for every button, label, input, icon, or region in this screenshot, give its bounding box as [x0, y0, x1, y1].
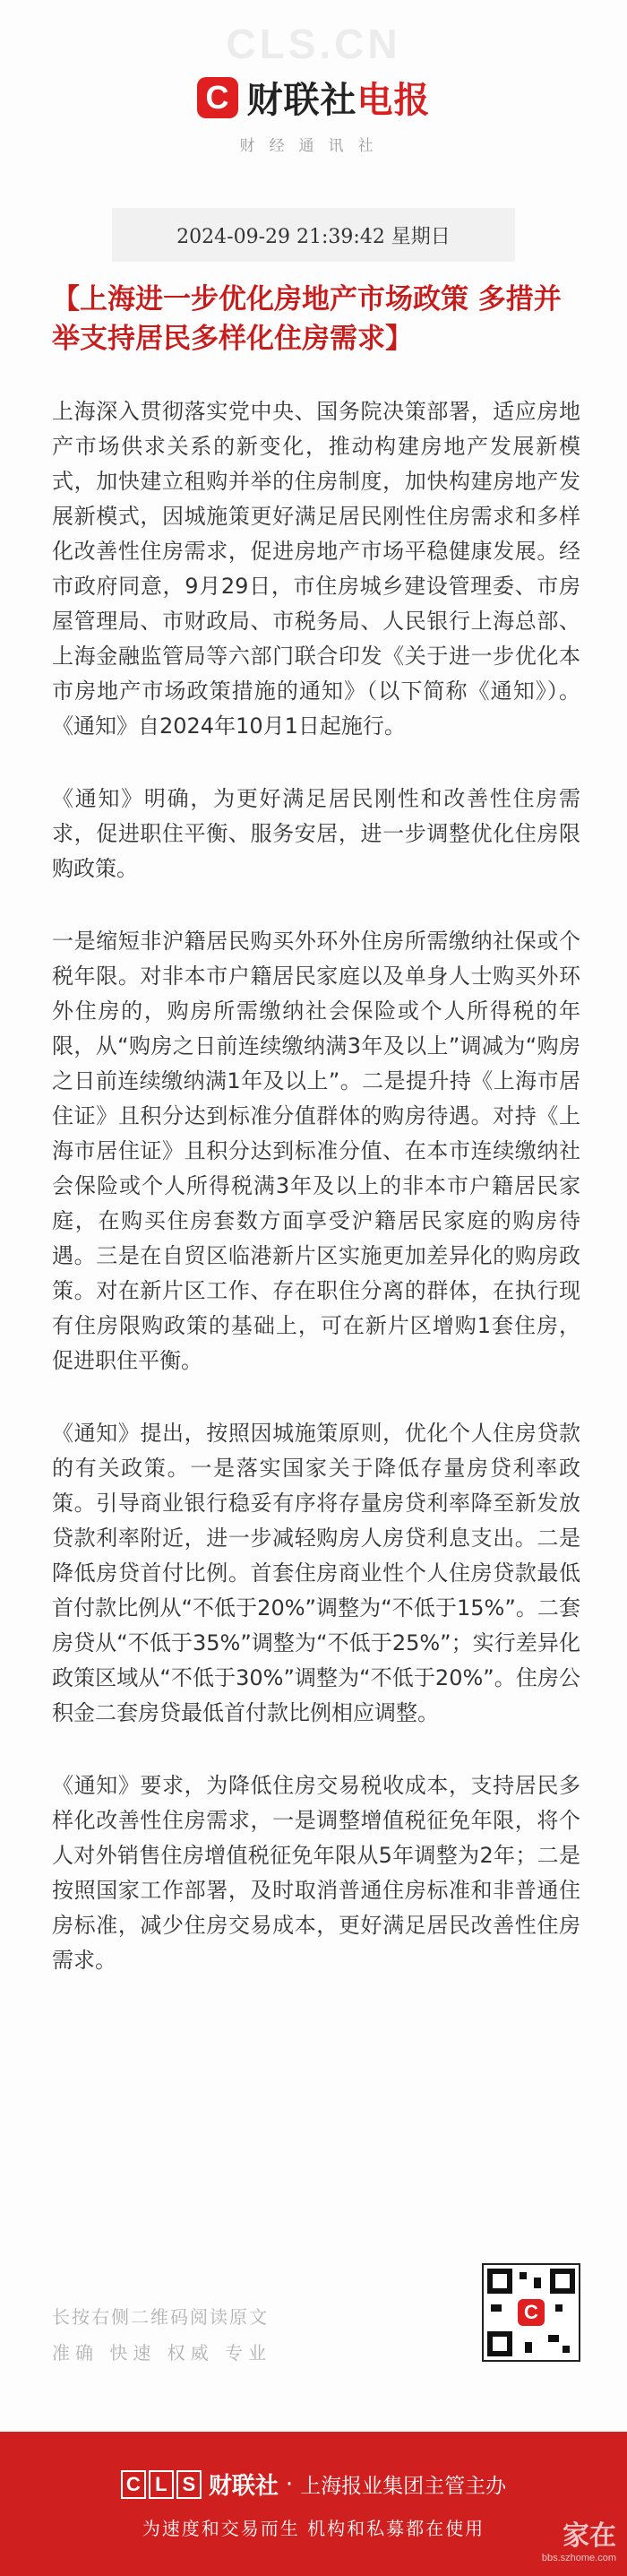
watermark-text: CLS.CN [226, 21, 401, 67]
qr-code-icon[interactable] [482, 2263, 580, 2362]
qr-corner [487, 2331, 512, 2356]
cls-letter: S [176, 2470, 202, 2499]
qr-dot [555, 2304, 563, 2312]
paragraph: 上海深入贯彻落实党中央、国务院决策部署，适应房地产市场供求关系的新变化，推动构建房地产发展新模式，加快建立租购并举的住房制度，加快构建房地产发展新模式，因城施策更好满足居民刚性住房需求和多样化改善性住房需求，促进房地产市场平稳健康发展。经市政府同意，9月29日，市住房城乡建设管理委、市房屋管理局、市财政局、市税务局、人民银行上海总部、上海金融监管局等六部门联合印发《关于进一步优化本市房地产市场政策措施的通知》（以下简称《通知》）。《通知》自2024年10月1日起施行。 [52, 399, 580, 739]
bottom-banner [0, 2432, 627, 2576]
paragraph: 《通知》要求，为降低住房交易税收成本，支持居民多样化改善性住房需求，一是调整增值税征免年限，将个人对外销售住房增值税征免年限从5年调整为2年；二是按照国家工作部署，及时取消普通住房标准和非普通住房标准，减少住房交易成本，更好满足居民改善性住房需求。 [52, 1773, 580, 1973]
site-watermark-url: bbs.szhome.com [541, 2553, 616, 2563]
brand-slogan: 准确 快速 权威 专业 [52, 2342, 272, 2364]
banner-brand: 财联社 [208, 2473, 279, 2500]
banner-separator: · [285, 2470, 294, 2498]
banner-title [0, 2468, 627, 2501]
paragraph: 《通知》提出，按照因城施策原则，优化个人住房贷款的有关政策。一是落实国家关于降低存量房贷利率政策。引导商业银行稳妥有序将存量房贷利率降至新发放贷款利率附近，进一步减轻购房人房贷利息支出。二是降低房贷首付比例。首套住房商业性个人住房贷款最低首付款比例从“不低于20%”调整为“不低于15%”。二套房贷从“不低于35%”调整为“不低于25%”；实行差异化政策区域从“不低于30%”调整为“不低于20%”。住房公积金二套房贷最低首付款比例相应调整。 [52, 1421, 580, 1725]
qr-dot [563, 2346, 570, 2353]
datetime-text: 2024-09-29 21:39:42 星期日 [176, 225, 451, 248]
site-watermark [542, 2513, 616, 2563]
article-body [52, 394, 580, 2016]
brand-name [247, 72, 431, 123]
site-watermark-title: 家在 [563, 2520, 616, 2552]
brand-header [0, 72, 627, 123]
qr-dot [520, 2272, 527, 2279]
qr-corner [550, 2269, 575, 2294]
qr-dot [534, 2278, 541, 2288]
cls-logo-icon: C [197, 77, 238, 118]
brand-name-accent: 电报 [356, 80, 431, 121]
qr-hint: 长按右侧二维码阅读原文 [52, 2306, 269, 2328]
banner-bureau: 上海报业集团主管主办 [300, 2475, 507, 2498]
paragraph: 一是缩短非沪籍居民购买外环外住房所需缴纳社保或个税年限。对非本市户籍居民家庭以及单身人士购买外环外住房的，购房所需缴纳社会保险或个人所得税的年限，从“购房之日前连续缴纳满3年及以上”调减为“购房之日前连续缴纳满1年及以上”。二是提升持《上海市居住证》且积分达到标准分值群体的购房待遇。对持《上海市居住证》且积分达到标准分值、在本市连续缴纳社会保险或个人所得税满3年及以上的非本市户籍居民家庭，在购买住房套数方面享受沪籍居民家庭的购房待遇。三是在自贸区临港新片区实施更加差异化的购房政策。对在新片区工作、存在职住分离的群体，在执行现有住房限购政策的基础上，可在新片区增购1套住房，促进职住平衡。 [52, 929, 580, 1373]
cls-letter: L [149, 2470, 174, 2499]
qr-logo-icon: C [518, 2299, 545, 2326]
banner-slogan: 为速度和交易而生 机构和私募都在使用 [142, 2518, 485, 2539]
qr-dot [525, 2342, 532, 2353]
brand-name-main: 财联社 [246, 80, 357, 121]
qr-corner [487, 2269, 512, 2294]
qr-dot [548, 2335, 559, 2342]
datetime-box [112, 208, 515, 262]
cls-letter: C [121, 2470, 146, 2499]
paragraph: 《通知》明确，为更好满足居民刚性和改善性住房需求，促进职住平衡、服务安居，进一步调整优化住房限购政策。 [52, 786, 580, 881]
cls-box-logo-icon [121, 2470, 202, 2499]
article-headline: 【上海进一步优化房地产市场政策 多措并举支持居民多样化住房需求】 [52, 283, 562, 355]
brand-subtitle: 财经通讯社 [239, 137, 388, 155]
qr-dot [491, 2304, 502, 2312]
qr-section [52, 2263, 580, 2380]
